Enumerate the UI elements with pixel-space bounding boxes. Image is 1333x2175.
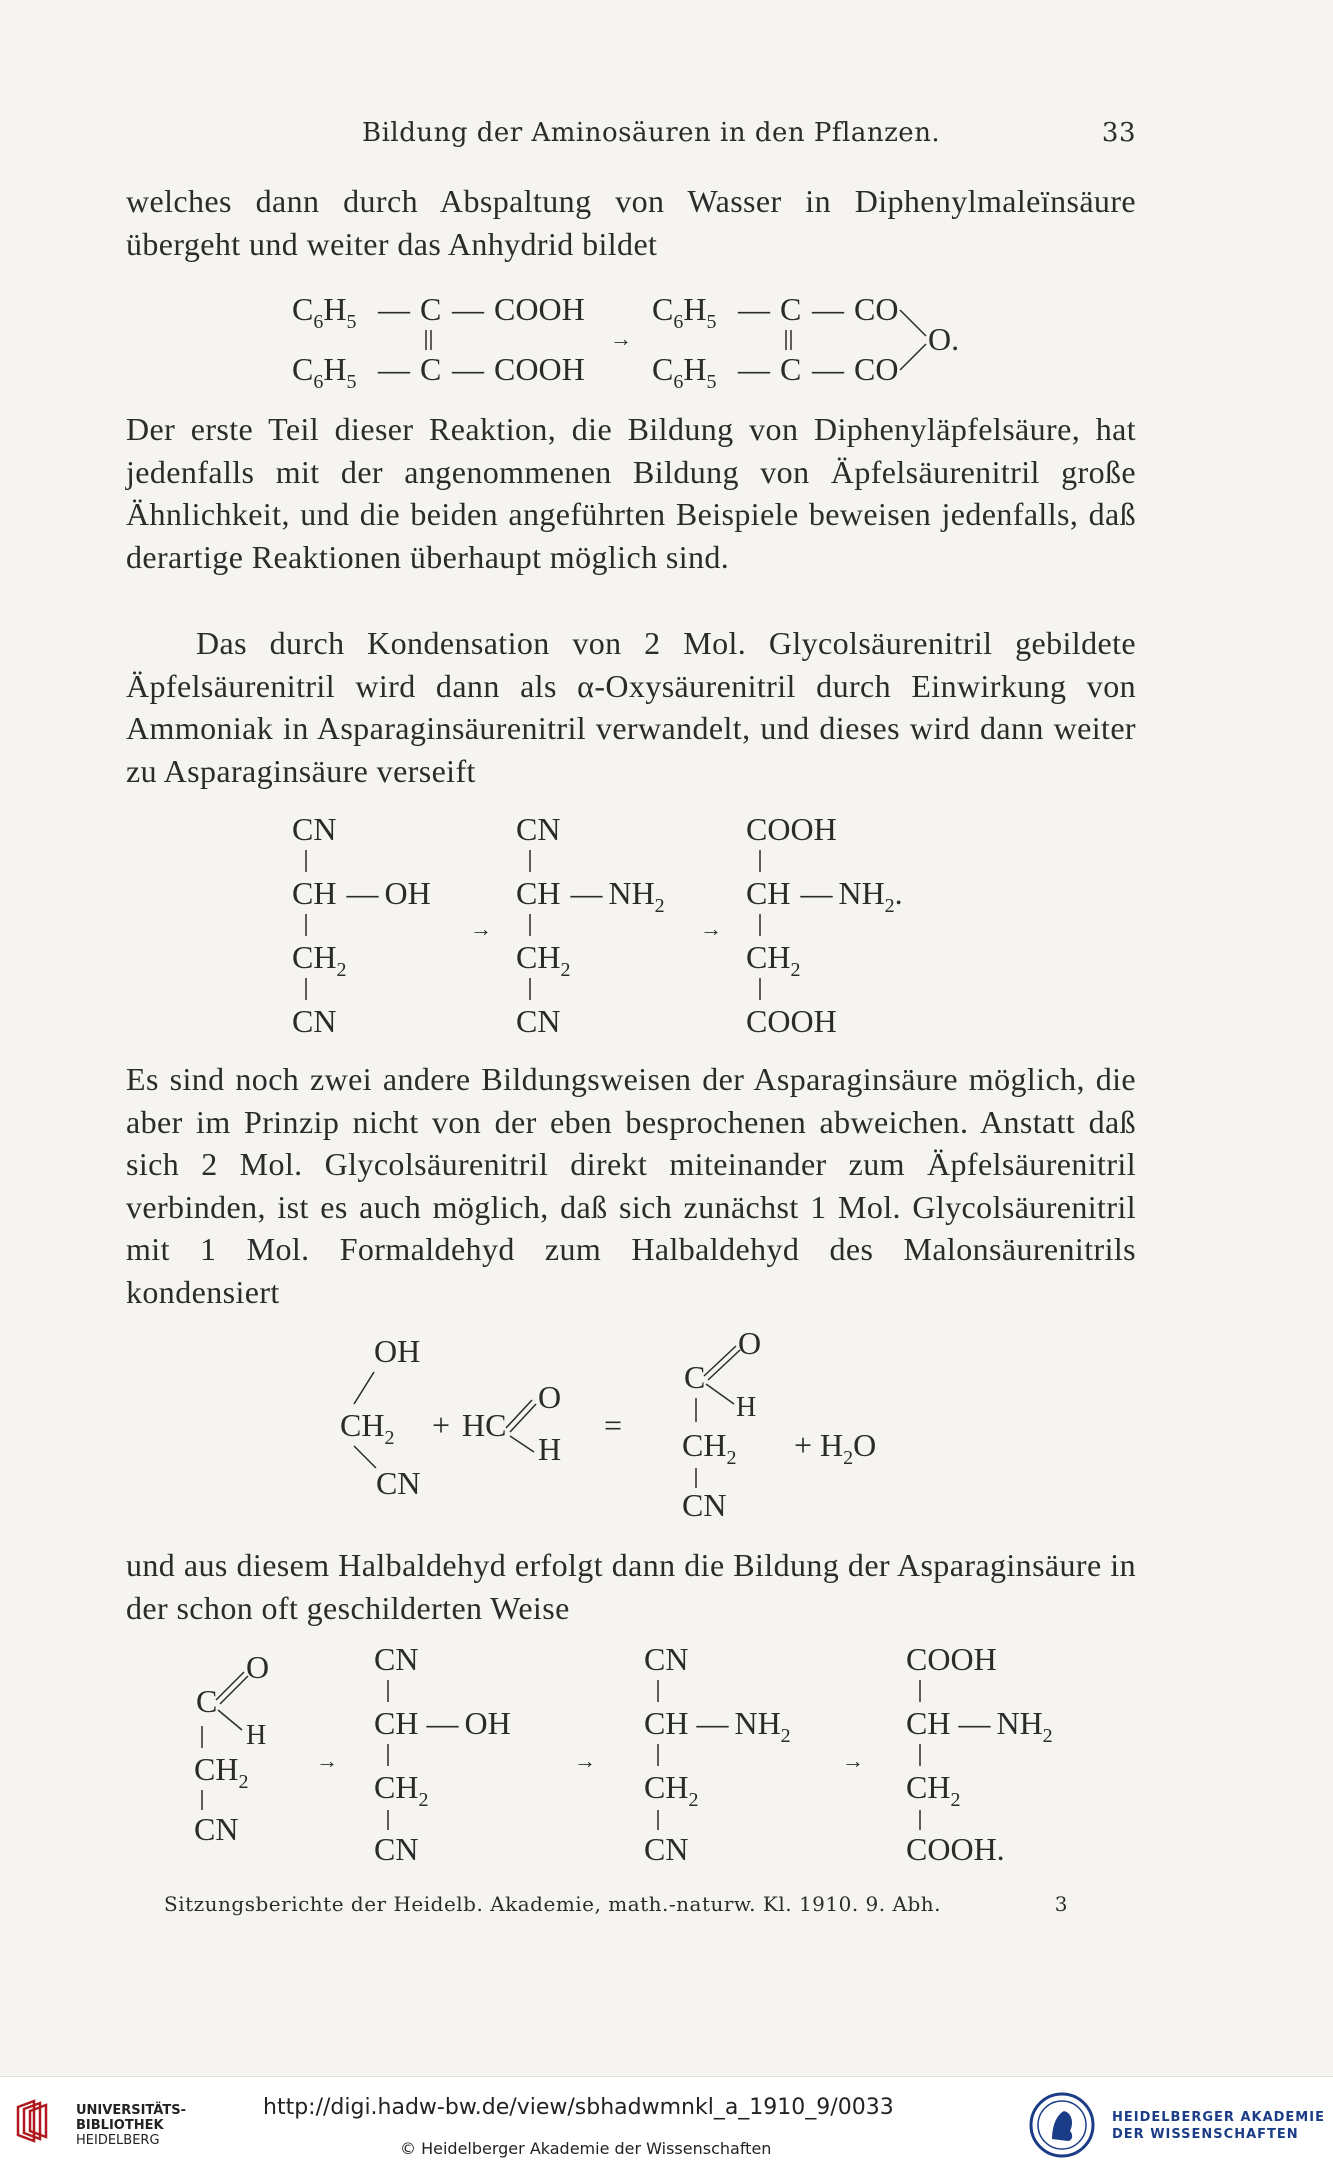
svg-text:OH: OH	[374, 1333, 421, 1369]
svg-text:C6H5: $C_6H_5$	[292, 291, 357, 333]
svg-text:CN: CN	[194, 1811, 239, 1847]
permalink-url[interactable]: http://digi.hadw-bw.de/view/sbhadwmnkl_a_1910_9/0033	[263, 2095, 894, 2120]
svg-text:COOH: COOH	[494, 351, 585, 387]
svg-text:CN: CN	[374, 1641, 419, 1677]
svg-text:O.: O.	[928, 321, 960, 357]
svg-text:CO: CO	[854, 291, 899, 327]
svg-text:→: →	[842, 1748, 864, 1773]
ub-line-3: HEIDELBERG	[76, 2133, 160, 2148]
ub-line-2: BIBLIOTHEK	[76, 2118, 164, 2133]
svg-text:H: H	[736, 1392, 757, 1423]
svg-text:C6H5: $C_6H_5$	[652, 351, 717, 393]
paragraph-3-text: Das durch Kondensation von 2 Mol. Glycolsäurenitril gebildete Äpfelsäurenitril wird dann als α-Oxysäurenitril durch Einwirkung von Ammoniak in Asparaginsäurenitril verwandelt, und dieses wird dann weiter zu Asparaginsäure verseift	[126, 625, 1136, 789]
svg-text:O: O	[246, 1649, 270, 1685]
svg-text:CH2: $CH_2$	[292, 939, 347, 981]
formula-halbaldehyd	[336, 1325, 936, 1540]
svg-text:C: C	[684, 1359, 706, 1395]
svg-text:C: C	[780, 351, 802, 387]
svg-text:CO: CO	[854, 351, 899, 387]
svg-text:O: O	[738, 1325, 762, 1361]
university-library-logo-icon	[14, 2097, 62, 2145]
svg-text:H: H	[246, 1720, 267, 1751]
svg-text:H: H	[538, 1431, 562, 1467]
svg-text:CH2: $CH_2$	[644, 1769, 699, 1811]
svg-text:CN: CN	[376, 1465, 421, 1501]
footer-series-note	[164, 1892, 1068, 1916]
svg-text:→: →	[574, 1748, 596, 1773]
svg-text:—: —	[452, 351, 484, 387]
svg-text:CN: CN	[374, 1831, 419, 1867]
svg-text:COOH: COOH	[746, 1003, 837, 1039]
svg-text:CH2: $CH_2$	[340, 1407, 395, 1449]
svg-text:→: →	[610, 326, 632, 351]
svg-text:CH—NH2: CH — $NH_2$	[906, 1705, 1053, 1747]
svg-text:+H2O: + $H_2O$	[794, 1427, 877, 1469]
svg-text:CH—OH: CH — OH	[374, 1705, 511, 1741]
svg-text:CH2: $CH_2$	[194, 1751, 249, 1793]
svg-text:C: C	[196, 1683, 218, 1719]
formula-asparagine-from-halbaldehyd	[190, 1638, 1090, 1886]
footer-series-text: Sitzungsberichte der Heidelb. Akademie, math.-naturw. Kl. 1910. 9. Abh.	[164, 1892, 941, 1916]
footer-signature: 3	[1054, 1892, 1068, 1916]
page-number: 33	[1101, 118, 1136, 148]
svg-text:—: —	[812, 291, 844, 327]
svg-text:COOH: COOH	[746, 811, 837, 847]
paragraph-1: welches dann durch Abspaltung von Wasser in Diphenylmaleïnsäure übergeht und weiter das Anhydrid bildet	[126, 183, 1136, 262]
svg-text:CH2: $CH_2$	[374, 1769, 429, 1811]
svg-text:—: —	[738, 291, 770, 327]
digitization-bar	[0, 2076, 1333, 2175]
academy-seal-icon	[1028, 2091, 1096, 2159]
paragraph-5: und aus diesem Halbaldehyd erfolgt dann die Bildung der Asparaginsäure in der schon oft geschilderten Weise	[126, 1547, 1136, 1626]
svg-text:—: —	[452, 291, 484, 327]
svg-text:CH—NH2: CH — $NH_2$	[644, 1705, 791, 1747]
svg-text:→: →	[700, 916, 722, 941]
academy-line-2: DER WISSENSCHAFTEN	[1112, 2127, 1299, 2142]
svg-text:CN: CN	[292, 1003, 337, 1039]
svg-text:COOH.: COOH.	[906, 1831, 1005, 1867]
paragraph-3	[126, 622, 1136, 792]
svg-text:→: →	[470, 916, 492, 941]
formula-diphenylmaleic	[292, 284, 992, 412]
svg-text:COOH: COOH	[906, 1641, 997, 1677]
svg-text:CH2: $CH_2$	[682, 1427, 737, 1469]
svg-text:O: O	[538, 1379, 562, 1415]
svg-text:CH—NH2: CH — $NH_2$	[516, 875, 665, 917]
paragraph-2: Der erste Teil dieser Reaktion, die Bildung von Diphenyläpfelsäure, hat jedenfalls mit der angenommenen Bildung von Äpfelsäurenitril große Ähnlichkeit, und die beiden angeführten Beispiele beweisen jedenfalls, daß derartige Reaktionen überhaupt möglich sind.	[126, 411, 1136, 575]
svg-text:C: C	[420, 351, 442, 387]
svg-text:CN: CN	[682, 1487, 727, 1523]
running-title: Bildung der Aminosäuren in den Pflanzen.	[362, 118, 941, 148]
svg-text:→: →	[316, 1748, 338, 1773]
svg-text:C: C	[780, 291, 802, 327]
svg-text:C6H5: $C_6H_5$	[652, 291, 717, 333]
svg-text:C6H5: $C_6H_5$	[292, 351, 357, 393]
svg-text:CN: CN	[292, 811, 337, 847]
svg-text:—: —	[812, 351, 844, 387]
formula-asparagine-synthesis	[292, 808, 992, 1056]
svg-text:CH2: $CH_2$	[906, 1769, 961, 1811]
svg-text:CN: CN	[516, 811, 561, 847]
svg-text:=: =	[604, 1407, 623, 1443]
svg-text:—: —	[378, 351, 410, 387]
svg-text:CN: CN	[516, 1003, 561, 1039]
copyright-notice: © Heidelberger Akademie der Wissenschaften	[400, 2139, 772, 2158]
svg-text:CH2: $CH_2$	[746, 939, 801, 981]
svg-text:+: +	[432, 1407, 451, 1443]
svg-text:CH2: $CH_2$	[516, 939, 571, 981]
svg-text:CH—NH2.: CH — $NH_2$.	[746, 875, 903, 917]
ub-line-1: UNIVERSITÄTS-	[76, 2103, 186, 2118]
svg-text:—: —	[738, 351, 770, 387]
academy-line-1: HEIDELBERGER AKADEMIE	[1112, 2110, 1325, 2125]
academy-name	[1112, 2109, 1325, 2143]
university-library-name	[76, 2103, 186, 2148]
paragraph-4: Es sind noch zwei andere Bildungsweisen der Asparaginsäure möglich, die aber im Prinzip nicht von der eben besprochenen abweichen. Anstatt daß sich 2 Mol. Glycolsäurenitril direkt miteinander zum Äpfelsäurenitril verbinden, ist es auch möglich, daß sich zunächst 1 Mol. Glycolsäurenitril mit 1 Mol. Formaldehyd zum Halbaldehyd des Malonsäurenitrils kondensiert	[126, 1061, 1136, 1310]
svg-text:CN: CN	[644, 1641, 689, 1677]
svg-text:CH—OH: CH — OH	[292, 875, 431, 911]
svg-text:COOH: COOH	[494, 291, 585, 327]
svg-text:CN: CN	[644, 1831, 689, 1867]
svg-text:C: C	[420, 291, 442, 327]
svg-text:HC: HC	[462, 1407, 507, 1443]
svg-text:—: —	[378, 291, 410, 327]
